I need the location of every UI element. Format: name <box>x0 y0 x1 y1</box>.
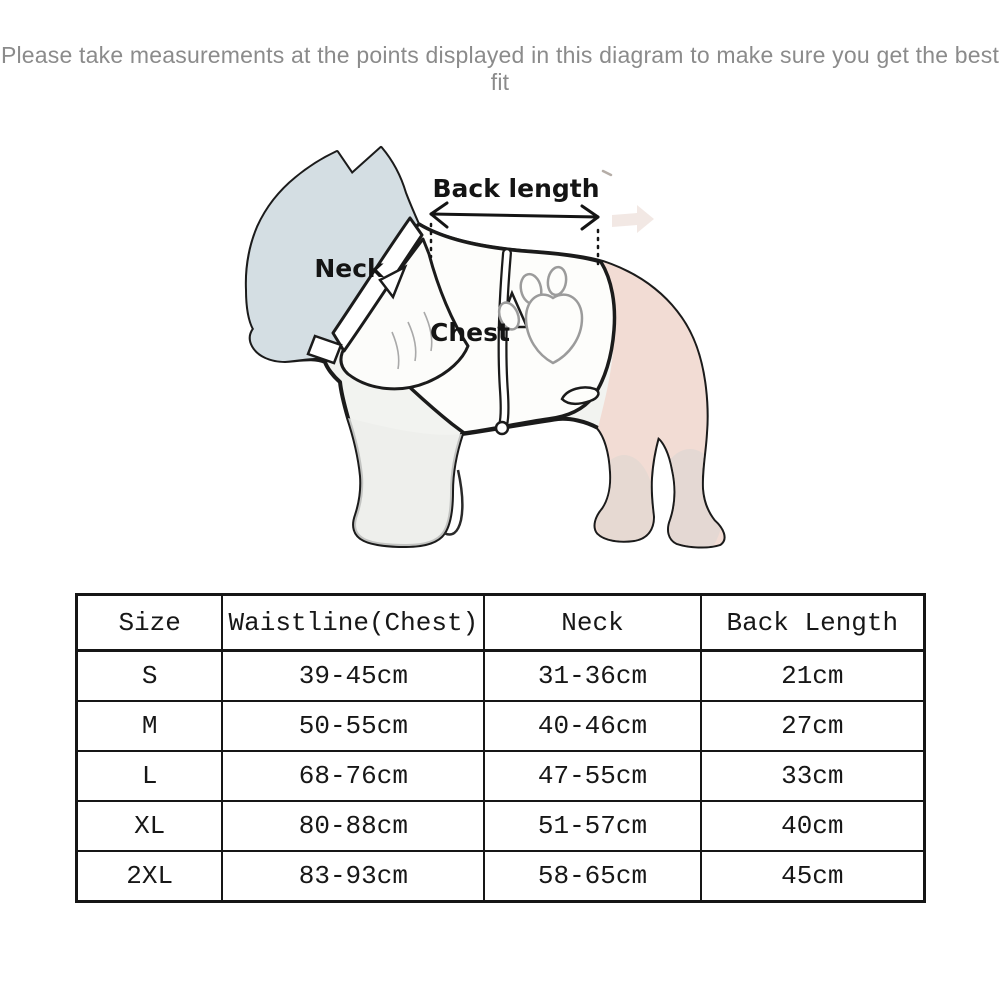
table-cell: 80-88cm <box>222 801 484 851</box>
header-cell-neck: Neck <box>484 595 700 651</box>
chest-label: Chest <box>430 318 510 347</box>
header-cell-size: Size <box>77 595 223 651</box>
table-row <box>77 801 925 851</box>
table-cell: 27cm <box>701 701 925 751</box>
table-cell: 51-57cm <box>484 801 700 851</box>
back-length-label: Back length <box>432 174 600 203</box>
table-cell: 39-45cm <box>222 651 484 702</box>
table-cell: 50-55cm <box>222 701 484 751</box>
table-cell: 31-36cm <box>484 651 700 702</box>
table-row <box>77 851 925 902</box>
table-row <box>77 701 925 751</box>
table-row <box>77 651 925 702</box>
table-cell: 21cm <box>701 651 925 702</box>
table-cell: 47-55cm <box>484 751 700 801</box>
table-header-row <box>77 595 925 651</box>
header-cell-waistline: Waistline(Chest) <box>222 595 484 651</box>
header-cell-back-length: Back Length <box>701 595 925 651</box>
neck-label: Neck <box>314 254 384 283</box>
back-length-arrow <box>431 203 598 229</box>
table-cell: 58-65cm <box>484 851 700 902</box>
stray-mark <box>603 171 611 175</box>
caption-text: Please take measurements at the points displayed in this diagram to make sure you get the best fit <box>0 42 1000 95</box>
table-cell: S <box>77 651 223 702</box>
table-cell: 68-76cm <box>222 751 484 801</box>
strap-ring <box>496 422 508 434</box>
front-leg-tint <box>348 418 462 546</box>
table-cell: L <box>77 751 223 801</box>
table-cell: 2XL <box>77 851 223 902</box>
table-cell: XL <box>77 801 223 851</box>
ghost-arrow <box>612 205 654 233</box>
table-cell: 40-46cm <box>484 701 700 751</box>
table-cell: 33cm <box>701 751 925 801</box>
size-table <box>75 593 926 903</box>
table-cell: 45cm <box>701 851 925 902</box>
table-cell: 83-93cm <box>222 851 484 902</box>
table-row <box>77 751 925 801</box>
table-cell: 40cm <box>701 801 925 851</box>
table-cell: M <box>77 701 223 751</box>
